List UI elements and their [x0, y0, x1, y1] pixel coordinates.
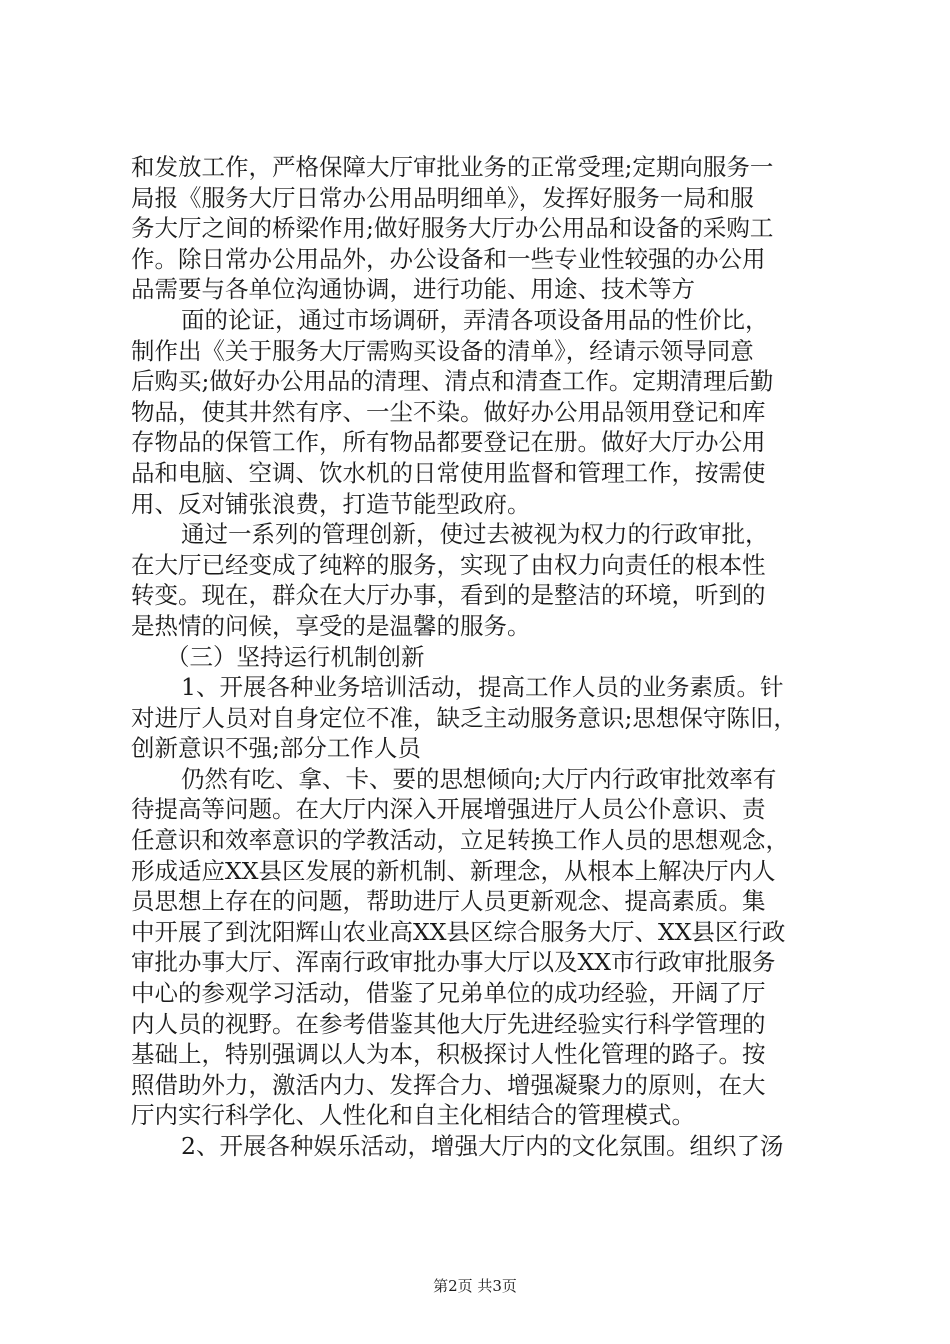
page-number-label: 第2页 共3页 [433, 1277, 517, 1295]
text-line: 形成适应XX县区发展的新机制、新理念，从根本上解决厅内人 [131, 856, 776, 885]
text-line: 用、反对铺张浪费，打造节能型政府。 [131, 489, 531, 518]
text-line: 局报《服务大厅日常办公用品明细单》，发挥好服务一局和服 [131, 183, 754, 212]
text-line: 转变。现在，群众在大厅办事，看到的是整洁的环境，听到的 [131, 581, 766, 610]
text-line: 中开展了到沈阳辉山农业高XX县区综合服务大厅、XX县区行政 [131, 917, 786, 946]
page-footer [0, 1275, 950, 1296]
text-line: 内人员的视野。在参考借鉴其他大厅先进经验实行科学管理的 [131, 1009, 766, 1038]
text-line: 任意识和效率意识的学教活动，立足转换工作人员的思想观念， [131, 826, 789, 855]
text-line: 通过一系列的管理创新，使过去被视为权力的行政审批， [181, 520, 769, 549]
text-line: 物品，使其井然有序、一尘不染。做好办公用品领用登记和库 [131, 397, 766, 426]
text-line: 品需要与各单位沟通协调，进行功能、用途、技术等方 [131, 275, 695, 304]
text-line: 在大厅已经变成了纯粹的服务，实现了由权力向责任的根本性 [131, 550, 766, 579]
text-line: 中心的参观学习活动，借鉴了兄弟单位的成功经验，开阔了厅 [131, 979, 766, 1008]
text-line: 务大厅之间的桥梁作用;做好服务大厅办公用品和设备的采购工 [131, 214, 774, 243]
text-line: 和发放工作，严格保障大厅审批业务的正常受理;定期向服务一 [131, 153, 774, 181]
document-body [131, 152, 831, 1162]
text-line: 作。除日常办公用品外，办公设备和一些专业性较强的办公用 [131, 244, 766, 273]
text-line: 照借助外力，激活内力、发挥合力、增强凝聚力的原则，在大 [131, 1070, 766, 1099]
text-line: 厅内实行科学化、人性化和自主化相结合的管理模式。 [131, 1101, 695, 1130]
text-line: 面的论证，通过市场调研，弄清各项设备用品的性价比， [181, 305, 769, 334]
text-line: 员思想上存在的问题，帮助进厅人员更新观念、提高素质。集 [131, 887, 766, 916]
text-line: 2、开展各种娱乐活动，增强大厅内的文化氛围。组织了汤 [181, 1132, 784, 1160]
text-line: 待提高等问题。在大厅内深入开展增强进厅人员公仆意识、责 [131, 795, 766, 824]
text-line: 审批办事大厅、浑南行政审批办事大厅以及XX市行政审批服务 [131, 948, 776, 977]
section-heading: （三）坚持运行机制创新 [166, 642, 425, 671]
text-line: 1、开展各种业务培训活动，提高工作人员的业务素质。针 [181, 673, 784, 702]
text-line: 对进厅人员对自身定位不准，缺乏主动服务意识;思想保守陈旧， [131, 703, 797, 732]
text-line: 制作出《关于服务大厅需购买设备的清单》，经请示领导同意 [131, 336, 754, 365]
text-line: 是热情的问候，享受的是温馨的服务。 [131, 611, 531, 640]
text-line: 仍然有吃、拿、卡、要的思想倾向;大厅内行政审批效率有 [181, 764, 777, 793]
text-line: 存物品的保管工作，所有物品都要登记在册。做好大厅办公用 [131, 428, 766, 457]
text-line: 基础上，特别强调以人为本，积极探讨人性化管理的路子。按 [131, 1040, 766, 1069]
text-line: 后购买;做好办公用品的清理、清点和清查工作。定期清理后勤 [131, 367, 774, 396]
text-line: 创新意识不强;部分工作人员 [131, 734, 421, 763]
text-line: 品和电脑、空调、饮水机的日常使用监督和管理工作，按需使 [131, 458, 766, 487]
